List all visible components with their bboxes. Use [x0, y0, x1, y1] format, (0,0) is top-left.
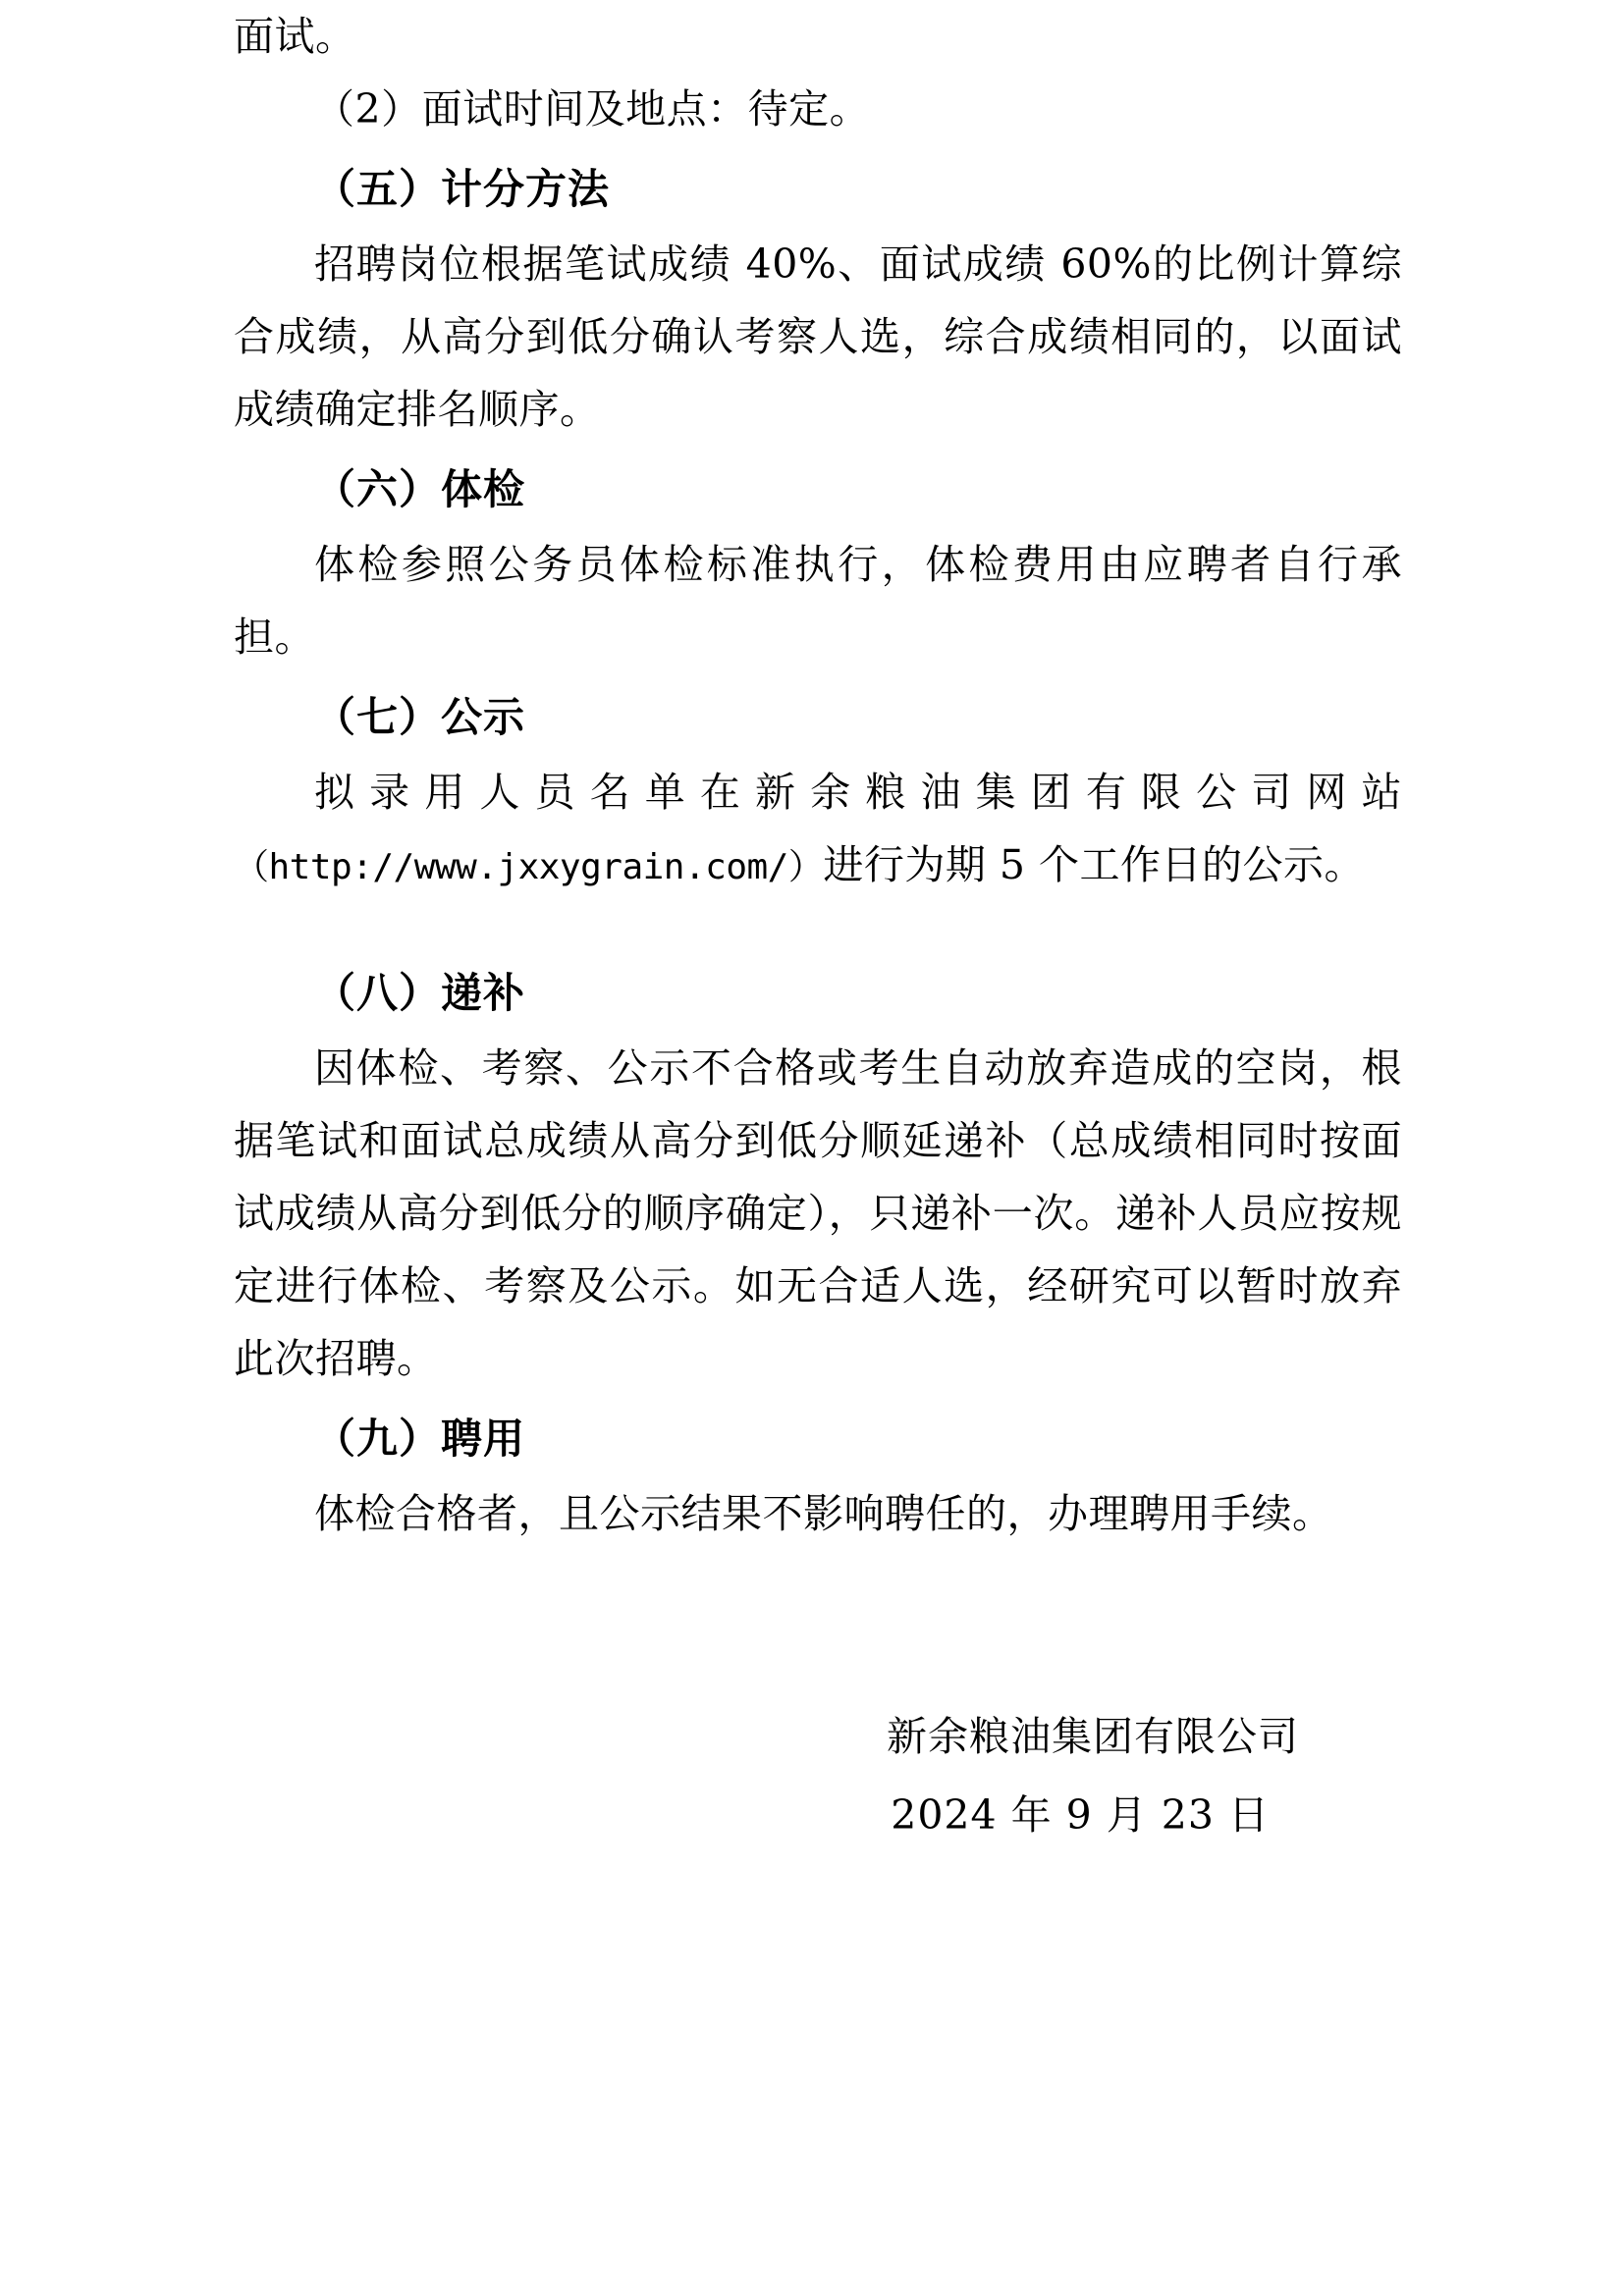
paragraph-item-2: （2）面试时间及地点：待定。: [314, 85, 871, 133]
heading-section-five: （五）计分方法: [314, 165, 611, 213]
paragraph-seven-text-a: 拟录用人员名单在新余粮油集团有限公司网站: [314, 769, 1402, 816]
heading-section-six: （六）体检: [314, 465, 526, 513]
paragraph-section-nine: 体检合格者，且公示结果不影响聘任的，办理聘用手续。: [314, 1490, 1333, 1537]
heading-section-eight: （八）递补: [314, 969, 526, 1017]
paragraph-section-eight: 因体检、考察、公示不合格或考生自动放弃造成的空岗，根据笔试和面试总成绩从高分到低分顺延递补（总成绩相同时按面试成绩从高分到低分的顺序确定），只递补一次。递补人员应按规定进行体检、考察及公示。如无合适人选，经研究可以暂时放弃此次招聘。: [234, 1044, 1402, 1382]
signature-block: [234, 1697, 1402, 1854]
paragraph-section-seven: [234, 756, 1402, 904]
signature-organization: 新余粮油集团有限公司: [887, 1713, 1299, 1760]
paragraph-seven-text-b: 进行为期 5 个工作日的公示。: [823, 841, 1366, 888]
company-website-url: （http://www.jxxygrain.com/）: [234, 847, 824, 887]
signature-date: 2024 年 9 月 23 日: [891, 1791, 1270, 1839]
paragraph-continued: 面试。: [234, 13, 356, 60]
document-body: [234, 0, 1402, 1854]
paragraph-section-five: 招聘岗位根据笔试成绩 40%、面试成绩 60%的比例计算综合成绩，从高分到低分确认考察人选，综合成绩相同的，以面试成绩确定排名顺序。: [234, 240, 1402, 433]
paragraph-section-six: 体检参照公务员体检标准执行，体检费用由应聘者自行承担。: [234, 541, 1402, 661]
heading-section-nine: （九）聘用: [314, 1415, 526, 1463]
heading-section-seven: （七）公示: [314, 693, 526, 741]
